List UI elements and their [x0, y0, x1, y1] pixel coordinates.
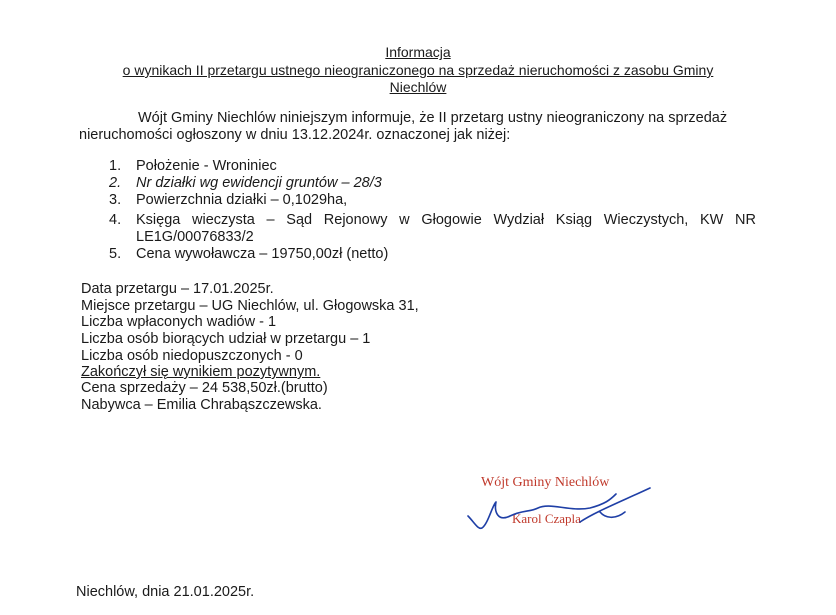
- document-subtitle-line1: [0, 62, 836, 78]
- list-item: [109, 246, 769, 264]
- list-item: [109, 175, 769, 193]
- auction-result: [81, 364, 320, 380]
- participants-count: Liczba osób biorących udział w przetargu – 1: [81, 331, 371, 347]
- signature-stroke: [468, 488, 650, 528]
- list-item-text: Księga wieczysta – Sąd Rejonowy w Głogowie Wydział Ksiąg Wieczystych, KW NR: [136, 212, 756, 228]
- document-subtitle-line1-text: o wynikach II przetargu ustnego nieograniczonego na sprzedaż nieruchomości z zasobu Gminy: [122, 62, 714, 78]
- sale-price: Cena sprzedaży – 24 538,50zł.(brutto): [81, 380, 328, 396]
- list-item-text: Położenie - Wroniniec: [136, 158, 277, 174]
- list-item-text: Powierzchnia działki – 0,1029ha,: [136, 192, 348, 208]
- place-date: Niechlów, dnia 21.01.2025r.: [76, 584, 255, 600]
- deposits-count: Liczba wpłaconych wadiów - 1: [81, 314, 277, 330]
- list-item: [109, 212, 769, 248]
- auction-date: Data przetargu – 17.01.2025r.: [81, 281, 274, 297]
- list-item-number: 5.: [109, 246, 122, 262]
- auction-result-text: Zakończył się wynikiem pozytywnym.: [81, 364, 321, 380]
- list-item-number: 1.: [109, 158, 122, 174]
- list-item-text: Nr działki wg ewidencji gruntów – 28/3: [136, 175, 382, 191]
- list-item-text: Cena wywoławcza – 19750,00zł (netto): [136, 246, 389, 262]
- document-title-text: Informacja: [385, 44, 451, 60]
- list-item: [109, 158, 769, 176]
- list-item: [109, 192, 769, 210]
- list-item-text-continued: LE1G/00076833/2: [136, 229, 254, 245]
- list-item-number: 3.: [109, 192, 122, 208]
- intro-line2: nieruchomości ogłoszony w dniu 13.12.2024r. oznaczonej jak niżej:: [79, 127, 511, 143]
- list-item-number: 4.: [109, 212, 122, 228]
- handwritten-signature: [460, 482, 660, 542]
- stamp-name: Karol Czapla: [512, 511, 581, 526]
- intro-line1: Wójt Gminy Niechlów niniejszym informuje, że II przetarg ustny nieograniczony na sprzedaż: [138, 110, 728, 126]
- document-subtitle-line2-text: Niechlów: [389, 79, 447, 95]
- buyer: Nabywca – Emilia Chrabąszczewska.: [81, 397, 322, 413]
- document-title: [0, 44, 836, 60]
- document-subtitle-line2: [0, 79, 836, 95]
- stamp-title: Wójt Gminy Niechlów: [481, 475, 610, 490]
- property-list: [109, 158, 769, 268]
- list-item-number: 2.: [109, 175, 122, 191]
- auction-place: Miejsce przetargu – UG Niechlów, ul. Głogowska 31,: [81, 298, 419, 314]
- not-admitted-count: Liczba osób niedopuszczonych - 0: [81, 348, 303, 364]
